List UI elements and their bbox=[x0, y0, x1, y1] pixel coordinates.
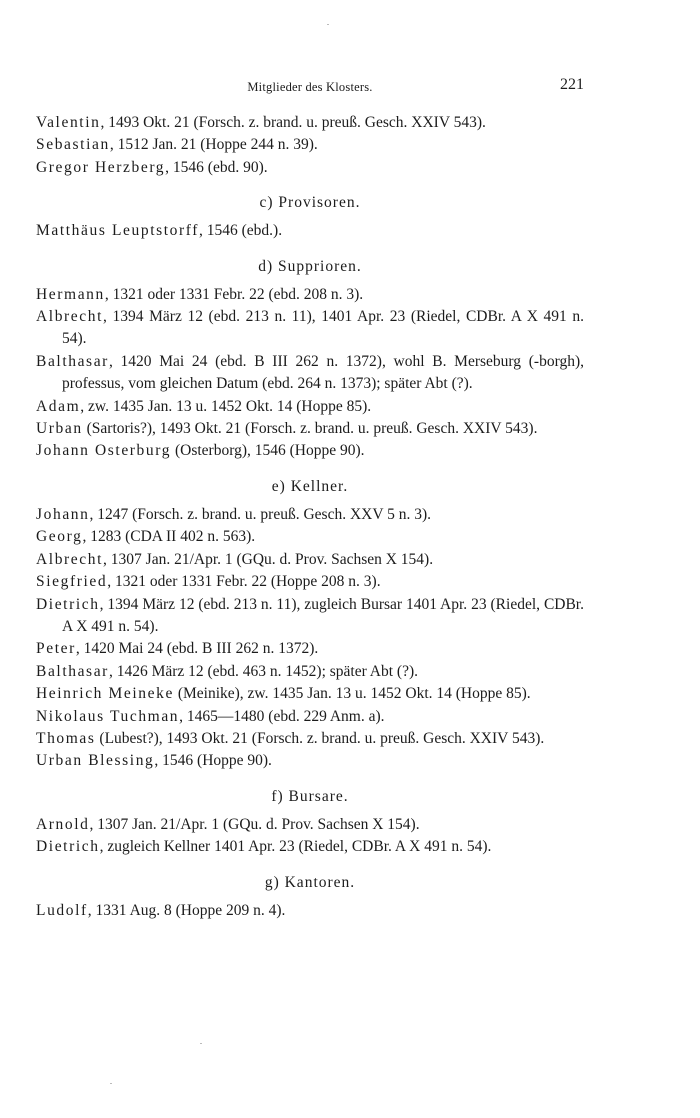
entry-details: , zw. 1435 Jan. 13 u. 1452 Okt. 14 (Hoppe 85). bbox=[80, 397, 372, 415]
entry-details: , 1426 März 12 (ebd. 463 n. 1452); später Abt (?). bbox=[108, 662, 419, 680]
entry-details: , 1331 Aug. 8 (Hoppe 209 n. 4). bbox=[87, 901, 286, 919]
section-heading: c) Provisoren. bbox=[259, 194, 361, 212]
register-entry bbox=[36, 306, 584, 351]
person-name: Matthäus Leuptstorff bbox=[36, 222, 200, 240]
person-name: Urban Blessing bbox=[36, 752, 155, 770]
register-entry bbox=[36, 836, 584, 858]
register-entry bbox=[36, 750, 584, 772]
person-name: Siegfried bbox=[36, 573, 108, 591]
register-section bbox=[36, 476, 584, 773]
register-entry bbox=[36, 134, 584, 156]
paper-speck bbox=[110, 1083, 112, 1084]
section-heading: g) Kantoren. bbox=[264, 873, 356, 891]
person-name: Nikolaus Tuchman bbox=[36, 707, 180, 725]
person-name: Valentin bbox=[36, 114, 101, 131]
entry-details: , 1465—1480 (ebd. 229 Anm. a). bbox=[179, 707, 385, 725]
register-entry bbox=[36, 638, 584, 660]
entry-details: , 1321 oder 1331 Febr. 22 (Hoppe 208 n. 3). bbox=[107, 573, 381, 591]
register-entry bbox=[36, 706, 584, 728]
paper-speck bbox=[327, 24, 329, 25]
register-entry bbox=[36, 418, 584, 440]
section-heading: e) Kellner. bbox=[271, 477, 349, 495]
person-name: Arnold bbox=[36, 815, 90, 833]
person-name: Adam bbox=[36, 397, 81, 415]
entry-details: , 1307 Jan. 21/Apr. 1 (GQu. d. Prov. Sachsen X 154). bbox=[103, 550, 434, 568]
entry-details: (Lubest?), 1493 Okt. 21 (Forsch. z. brand. u. preuß. Gesch. XXIV 543). bbox=[95, 729, 545, 747]
register-section bbox=[36, 112, 584, 179]
page-number: 221 bbox=[560, 76, 584, 93]
entry-details: (Meinike), zw. 1435 Jan. 13 u. 1452 Okt. 14 (Hoppe 85). bbox=[173, 685, 531, 703]
person-name: Urban bbox=[36, 420, 83, 438]
register-entry bbox=[36, 440, 584, 462]
entry-details: , 1394 März 12 (ebd. 213 n. 11), 1401 Apr. 23 (Riedel, CDBr. A X 491 n. 54). bbox=[62, 308, 584, 348]
person-name: Johann bbox=[36, 505, 90, 523]
person-name: Sebastian bbox=[36, 136, 110, 154]
person-name: Balthasar bbox=[36, 662, 109, 680]
register-section bbox=[36, 256, 584, 463]
entry-details: , 1493 Okt. 21 (Forsch. z. brand. u. preuß. Gesch. XXIV 543). bbox=[100, 114, 486, 131]
register-entry bbox=[36, 284, 584, 306]
paper-speck bbox=[200, 1043, 202, 1044]
person-name: Georg bbox=[36, 528, 83, 546]
register-entry bbox=[36, 549, 584, 571]
register-entry bbox=[36, 683, 584, 705]
person-name: Albrecht bbox=[36, 308, 104, 326]
person-name: Albrecht bbox=[36, 550, 104, 568]
person-name: Ludolf bbox=[36, 901, 88, 919]
register-entry bbox=[36, 396, 584, 418]
register-entry bbox=[36, 157, 584, 179]
person-name: Thomas bbox=[36, 729, 96, 747]
entry-details: (Sartoris?), 1493 Okt. 21 (Forsch. z. brand. u. preuß. Gesch. XXIV 543). bbox=[82, 420, 538, 438]
entry-details: , 1420 Mai 24 (ebd. B III 262 n. 1372). bbox=[75, 640, 319, 658]
register-entry bbox=[36, 526, 584, 548]
register-entry bbox=[36, 220, 584, 242]
entry-details: , 1546 (ebd. 90). bbox=[165, 158, 268, 176]
person-name: Dietrich bbox=[36, 595, 100, 613]
entry-details: , 1394 März 12 (ebd. 213 n. 11), zugleich Bursar 1401 Apr. 23 (Riedel, CDBr. A X 491 n. 54). bbox=[62, 595, 584, 635]
section-heading: d) Supprioren. bbox=[258, 257, 362, 275]
person-name: Balthasar bbox=[36, 352, 109, 370]
entry-details: , 1546 (Hoppe 90). bbox=[154, 752, 272, 770]
register-entry bbox=[36, 814, 584, 836]
person-name: Heinrich Meineke bbox=[36, 685, 174, 703]
entry-details: , 1321 oder 1331 Febr. 22 (ebd. 208 n. 3). bbox=[104, 285, 364, 303]
person-name: Johann Osterburg bbox=[36, 442, 172, 460]
register-section bbox=[36, 872, 584, 922]
register-entry bbox=[36, 351, 584, 396]
entry-details: , zugleich Kellner 1401 Apr. 23 (Riedel, CDBr. A X 491 n. 54). bbox=[99, 838, 492, 856]
register-entry bbox=[36, 728, 584, 750]
page-header bbox=[36, 76, 584, 98]
entry-details: , 1546 (ebd.). bbox=[199, 222, 283, 240]
person-name: Hermann bbox=[36, 285, 105, 303]
register-entry bbox=[36, 504, 584, 526]
person-name: Dietrich bbox=[36, 838, 100, 856]
register-entry bbox=[36, 661, 584, 683]
entry-details: , 1307 Jan. 21/Apr. 1 (GQu. d. Prov. Sachsen X 154). bbox=[89, 815, 420, 833]
person-name: Gregor Herzberg bbox=[36, 158, 166, 176]
running-head: Mitglieder des Klosters. bbox=[247, 80, 373, 94]
section-heading: f) Bursare. bbox=[271, 787, 349, 805]
register-entry bbox=[36, 571, 584, 593]
entry-details: , 1512 Jan. 21 (Hoppe 244 n. 39). bbox=[109, 136, 318, 154]
register-section bbox=[36, 786, 584, 859]
entry-details: , 1283 (CDA II 402 n. 563). bbox=[82, 528, 256, 546]
person-name: Peter bbox=[36, 640, 76, 658]
entry-details: , 1247 (Forsch. z. brand. u. preuß. Gesch. XXV 5 n. 3). bbox=[89, 505, 432, 523]
register-entry bbox=[36, 112, 584, 134]
entry-details: (Osterborg), 1546 (Hoppe 90). bbox=[171, 442, 365, 460]
entry-details: , 1420 Mai 24 (ebd. B III 262 n. 1372), wohl B. Merseburg (-borgh), professus, vom gleichen Datum (ebd. 264 n. 1373); später Abt (?). bbox=[62, 352, 584, 393]
register-section bbox=[36, 192, 584, 242]
register-entry bbox=[36, 594, 584, 639]
register-entry bbox=[36, 900, 584, 922]
register-content bbox=[36, 112, 584, 922]
